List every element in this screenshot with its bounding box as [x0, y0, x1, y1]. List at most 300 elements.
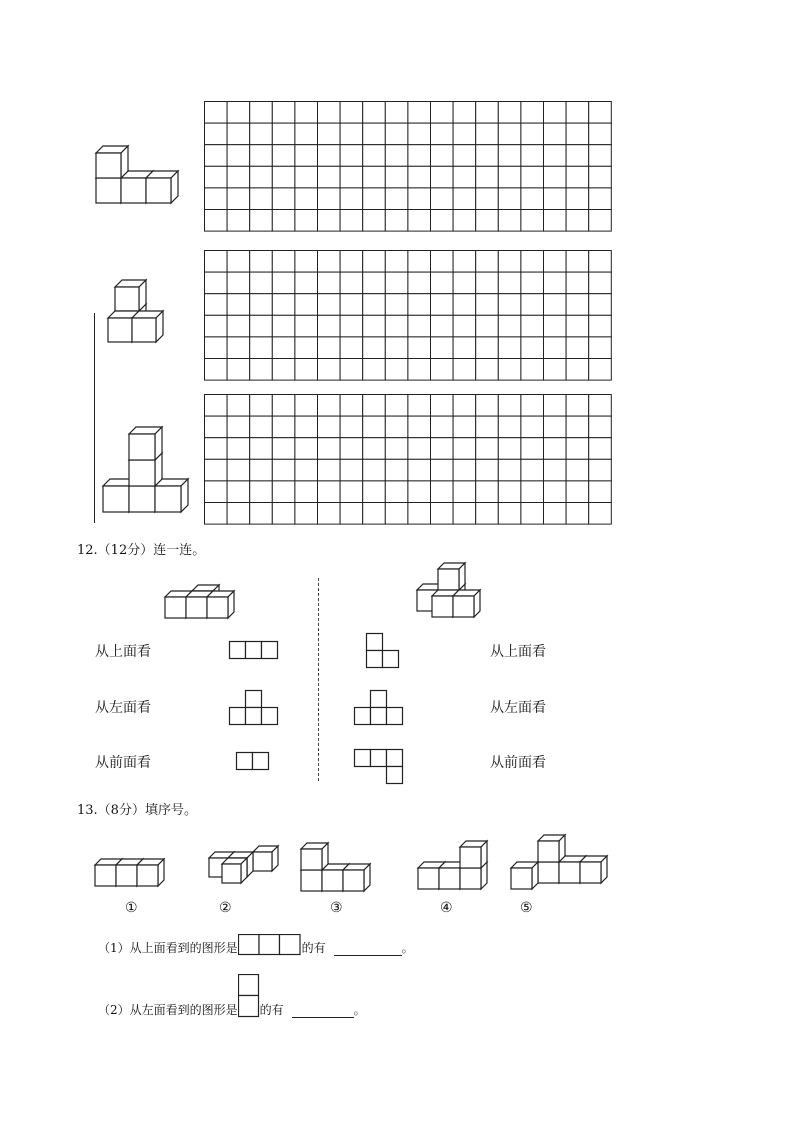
grid-cell	[363, 102, 386, 124]
q13-number-2: ②	[219, 900, 232, 916]
q12-divider	[318, 578, 319, 781]
grid-cell	[295, 481, 318, 503]
grid-cell	[340, 359, 363, 381]
grid-cell	[295, 503, 318, 525]
grid-cell	[250, 503, 273, 525]
grid-cell	[227, 337, 250, 359]
grid-cell	[363, 294, 386, 316]
grid-cell	[544, 395, 567, 417]
grid-cell	[431, 166, 454, 188]
grid-cell	[453, 251, 476, 273]
grid-cell	[566, 251, 589, 273]
grid-cell	[250, 337, 273, 359]
grid-cell	[295, 166, 318, 188]
grid-cell	[408, 481, 431, 503]
grid-cell	[431, 145, 454, 167]
grid-cell	[498, 416, 521, 438]
grid-cell	[476, 337, 499, 359]
drawing-grid-3	[204, 394, 612, 526]
unit-cube	[129, 427, 162, 460]
grid-cell	[205, 438, 228, 460]
grid-cell	[250, 359, 273, 381]
grid-cell	[272, 188, 295, 210]
grid-cell	[318, 315, 341, 337]
grid-cell	[250, 395, 273, 417]
grid-cell	[476, 188, 499, 210]
grid-cell	[566, 438, 589, 460]
grid-cell	[295, 315, 318, 337]
grid-cell	[227, 272, 250, 294]
grid-cell	[453, 294, 476, 316]
grid-cell	[385, 416, 408, 438]
grid-cell	[566, 166, 589, 188]
grid-cell	[227, 102, 250, 124]
grid-cell	[589, 315, 612, 337]
grid-cell	[453, 416, 476, 438]
grid-cell	[453, 123, 476, 145]
grid-cell	[363, 416, 386, 438]
grid-cell	[295, 294, 318, 316]
q12-view-t-shape	[229, 690, 281, 726]
unit-cube	[580, 856, 607, 883]
q12-left-label-top: 从上面看	[95, 644, 151, 660]
grid-cell	[295, 145, 318, 167]
grid-cell	[363, 210, 386, 232]
grid-cell	[340, 272, 363, 294]
grid-cell	[521, 359, 544, 381]
grid-cell	[205, 102, 228, 124]
unit-cube	[538, 835, 565, 862]
grid-cell	[272, 145, 295, 167]
drawing-grid-1	[204, 101, 612, 233]
grid-cell	[272, 459, 295, 481]
grid-cell	[340, 438, 363, 460]
left-margin-line	[94, 313, 95, 523]
grid-cell	[498, 438, 521, 460]
grid-cell	[363, 481, 386, 503]
grid-cell	[498, 251, 521, 273]
grid-cell	[544, 272, 567, 294]
grid-cell	[363, 123, 386, 145]
grid-cell	[544, 416, 567, 438]
grid-cell	[476, 294, 499, 316]
grid-cell	[340, 337, 363, 359]
grid-cell	[363, 188, 386, 210]
grid-cell	[385, 123, 408, 145]
q13-sub2-answer-blank[interactable]	[292, 1003, 354, 1018]
grid-cell	[498, 503, 521, 525]
grid-cell	[227, 210, 250, 232]
grid-cell	[544, 315, 567, 337]
grid-cell	[589, 145, 612, 167]
q12-view-two-row	[236, 752, 272, 772]
grid-cell	[498, 481, 521, 503]
grid-cell	[340, 251, 363, 273]
grid-cell	[250, 272, 273, 294]
grid-cell	[295, 210, 318, 232]
grid-cell	[385, 503, 408, 525]
grid-cell	[521, 459, 544, 481]
unit-cube	[96, 146, 128, 178]
grid-cell	[521, 188, 544, 210]
grid-cell	[431, 315, 454, 337]
grid-cell	[250, 145, 273, 167]
grid-cell	[295, 251, 318, 273]
q12-right-label-top: 从上面看	[490, 644, 546, 660]
grid-cell	[227, 481, 250, 503]
q13-sub2-suffix: 的有	[259, 1003, 284, 1017]
grid-cell	[408, 102, 431, 124]
grid-cell	[408, 123, 431, 145]
grid-cell	[250, 294, 273, 316]
grid-cell	[408, 251, 431, 273]
unit-cube	[511, 862, 538, 889]
grid-cell	[476, 210, 499, 232]
grid-cell	[544, 359, 567, 381]
unit-cube	[253, 846, 278, 871]
grid-cell	[453, 166, 476, 188]
grid-cell	[318, 416, 341, 438]
unit-cube	[438, 563, 465, 590]
grid-cell	[385, 315, 408, 337]
grid-cell	[272, 503, 295, 525]
grid-cell	[250, 438, 273, 460]
grid-cell	[205, 210, 228, 232]
grid-cell	[363, 503, 386, 525]
grid-cell	[521, 395, 544, 417]
q12-right-label-left: 从左面看	[490, 700, 546, 716]
grid-cell	[227, 416, 250, 438]
grid-cell	[295, 459, 318, 481]
grid-cell	[385, 272, 408, 294]
grid-cell	[272, 438, 295, 460]
q13-solid-4	[415, 834, 495, 894]
grid-cell	[363, 438, 386, 460]
grid-cell	[521, 123, 544, 145]
grid-cell	[340, 210, 363, 232]
grid-cell	[272, 272, 295, 294]
q13-sub2-vertical-two-view	[238, 974, 260, 1018]
grid-cell	[589, 395, 612, 417]
grid-cell	[498, 272, 521, 294]
grid-cell	[272, 481, 295, 503]
grid-cell	[453, 145, 476, 167]
grid-cell	[205, 459, 228, 481]
q13-number-1: ①	[125, 900, 138, 916]
grid-cell	[295, 188, 318, 210]
grid-cell	[476, 315, 499, 337]
q13-sub1-end: 。	[401, 941, 414, 955]
grid-cell	[227, 188, 250, 210]
grid-cell	[453, 503, 476, 525]
grid-cell	[272, 102, 295, 124]
grid-cell	[453, 210, 476, 232]
grid-cell	[318, 102, 341, 124]
grid-cell	[589, 102, 612, 124]
grid-cell	[363, 337, 386, 359]
unit-cube	[301, 843, 328, 870]
grid-cell	[340, 416, 363, 438]
grid-cell	[589, 438, 612, 460]
grid-cell	[544, 166, 567, 188]
question-13-title: 13.（8分）填序号。	[77, 803, 197, 818]
q12-left-solid	[160, 582, 240, 624]
grid-cell	[227, 166, 250, 188]
grid-cell	[250, 210, 273, 232]
q13-sub1-answer-blank[interactable]	[334, 941, 402, 956]
grid-cell	[205, 416, 228, 438]
grid-cell	[250, 416, 273, 438]
grid-cell	[408, 210, 431, 232]
grid-cell	[498, 315, 521, 337]
grid-cell	[498, 359, 521, 381]
grid-cell	[227, 315, 250, 337]
grid-cell	[385, 294, 408, 316]
grid-cell	[566, 395, 589, 417]
grid-cell	[272, 359, 295, 381]
grid-cell	[544, 102, 567, 124]
cube-figure-2	[100, 280, 180, 355]
grid-cell	[431, 416, 454, 438]
grid-cell	[431, 251, 454, 273]
grid-cell	[205, 315, 228, 337]
grid-cell	[498, 337, 521, 359]
grid-cell	[431, 459, 454, 481]
grid-cell	[408, 145, 431, 167]
grid-cell	[385, 166, 408, 188]
grid-cell	[431, 438, 454, 460]
grid-cell	[318, 210, 341, 232]
grid-cell	[498, 123, 521, 145]
grid-cell	[295, 123, 318, 145]
grid-cell	[363, 251, 386, 273]
grid-cell	[318, 503, 341, 525]
grid-cell	[566, 503, 589, 525]
q13-sub1-three-row-view	[238, 934, 302, 956]
unit-cube	[343, 864, 370, 891]
grid-cell	[408, 359, 431, 381]
grid-cell	[205, 145, 228, 167]
grid-cell	[227, 438, 250, 460]
grid-cell	[453, 272, 476, 294]
grid-cell	[498, 210, 521, 232]
grid-cell	[476, 166, 499, 188]
grid-cell	[521, 210, 544, 232]
grid-cell	[318, 145, 341, 167]
cube-figure-3	[98, 428, 198, 518]
grid-cell	[589, 123, 612, 145]
grid-cell	[544, 188, 567, 210]
grid-cell	[385, 210, 408, 232]
grid-cell	[521, 294, 544, 316]
q13-sub2-prefix: （2）从左面看到的图形是	[98, 1003, 238, 1017]
grid-cell	[205, 251, 228, 273]
grid-cell	[476, 395, 499, 417]
grid-cell	[340, 481, 363, 503]
grid-cell	[272, 251, 295, 273]
grid-cell	[318, 166, 341, 188]
q13-subquestion-1	[98, 934, 414, 956]
unit-cube	[146, 171, 178, 203]
grid-cell	[431, 395, 454, 417]
grid-cell	[589, 481, 612, 503]
grid-cell	[205, 123, 228, 145]
grid-cell	[340, 145, 363, 167]
grid-cell	[453, 337, 476, 359]
grid-cell	[340, 395, 363, 417]
grid-cell	[363, 359, 386, 381]
grid-cell	[544, 145, 567, 167]
grid-cell	[566, 102, 589, 124]
grid-cell	[272, 210, 295, 232]
grid-cell	[385, 145, 408, 167]
grid-cell	[318, 294, 341, 316]
grid-cell	[589, 188, 612, 210]
grid-cell	[318, 438, 341, 460]
grid-cell	[431, 210, 454, 232]
q13-number-5: ⑤	[520, 900, 533, 916]
grid-cell	[227, 503, 250, 525]
grid-cell	[521, 416, 544, 438]
grid-cell	[340, 294, 363, 316]
grid-cell	[431, 294, 454, 316]
grid-cell	[340, 123, 363, 145]
grid-cell	[521, 481, 544, 503]
grid-cell	[521, 102, 544, 124]
grid-cell	[408, 438, 431, 460]
grid-cell	[544, 337, 567, 359]
grid-cell	[385, 188, 408, 210]
grid-cell	[544, 459, 567, 481]
grid-cell	[589, 272, 612, 294]
grid-cell	[566, 210, 589, 232]
grid-cell	[227, 251, 250, 273]
grid-cell	[295, 102, 318, 124]
grid-cell	[205, 166, 228, 188]
grid-cell	[295, 395, 318, 417]
grid-cell	[589, 337, 612, 359]
grid-cell	[544, 503, 567, 525]
grid-cell	[476, 438, 499, 460]
q13-sub2-end: 。	[353, 1003, 366, 1017]
grid-cell	[566, 359, 589, 381]
q12-right-label-front: 从前面看	[490, 755, 546, 771]
grid-cell	[476, 102, 499, 124]
grid-cell	[250, 315, 273, 337]
grid-cell	[205, 503, 228, 525]
grid-cell	[521, 145, 544, 167]
q13-solid-5	[508, 825, 603, 893]
grid-cell	[431, 481, 454, 503]
grid-cell	[340, 102, 363, 124]
grid-cell	[385, 481, 408, 503]
grid-cell	[227, 359, 250, 381]
grid-cell	[318, 251, 341, 273]
q12-view-hook-shape	[354, 749, 406, 785]
grid-cell	[295, 359, 318, 381]
grid-cell	[408, 416, 431, 438]
unit-cube	[207, 591, 234, 618]
grid-cell	[318, 459, 341, 481]
grid-cell	[227, 145, 250, 167]
grid-cell	[476, 359, 499, 381]
grid-cell	[205, 294, 228, 316]
grid-cell	[318, 395, 341, 417]
grid-cell	[318, 337, 341, 359]
unit-cube	[460, 841, 487, 868]
q13-solid-2	[200, 842, 270, 892]
grid-cell	[250, 102, 273, 124]
q12-view-t-shape-right	[354, 690, 406, 726]
grid-cell	[408, 337, 431, 359]
grid-cell	[272, 337, 295, 359]
grid-cell	[566, 459, 589, 481]
grid-cell	[544, 123, 567, 145]
grid-cell	[408, 188, 431, 210]
grid-cell	[272, 123, 295, 145]
grid-cell	[363, 459, 386, 481]
grid-cell	[408, 294, 431, 316]
grid-cell	[566, 416, 589, 438]
grid-cell	[385, 359, 408, 381]
grid-cell	[498, 395, 521, 417]
grid-cell	[295, 272, 318, 294]
grid-cell	[476, 251, 499, 273]
grid-cell	[385, 395, 408, 417]
grid-cell	[385, 438, 408, 460]
q13-sub1-prefix: （1）从上面看到的图形是	[98, 941, 238, 955]
q13-number-3: ③	[330, 900, 343, 916]
grid-cell	[250, 459, 273, 481]
grid-cell	[566, 188, 589, 210]
grid-cell	[498, 145, 521, 167]
grid-cell	[272, 166, 295, 188]
grid-cell	[272, 315, 295, 337]
grid-cell	[589, 359, 612, 381]
grid-cell	[544, 210, 567, 232]
grid-cell	[340, 315, 363, 337]
grid-cell	[408, 315, 431, 337]
grid-cell	[205, 359, 228, 381]
grid-cell	[566, 272, 589, 294]
grid-cell	[250, 481, 273, 503]
grid-cell	[589, 251, 612, 273]
q13-solid-1	[92, 850, 172, 892]
grid-cell	[385, 102, 408, 124]
grid-cell	[272, 395, 295, 417]
q12-view-three-row	[229, 641, 281, 661]
grid-cell	[431, 503, 454, 525]
grid-cell	[363, 145, 386, 167]
unit-cube	[453, 590, 480, 617]
grid-cell	[250, 166, 273, 188]
grid-cell	[453, 395, 476, 417]
grid-cell	[205, 188, 228, 210]
grid-cell	[295, 438, 318, 460]
grid-cell	[408, 395, 431, 417]
grid-cell	[363, 272, 386, 294]
drawing-grid-2	[204, 250, 612, 382]
grid-cell	[589, 459, 612, 481]
grid-cell	[521, 251, 544, 273]
grid-cell	[521, 438, 544, 460]
grid-cell	[318, 272, 341, 294]
q13-subquestion-2	[98, 974, 366, 1018]
grid-cell	[589, 503, 612, 525]
grid-cell	[318, 359, 341, 381]
grid-cell	[408, 166, 431, 188]
grid-cell	[453, 438, 476, 460]
